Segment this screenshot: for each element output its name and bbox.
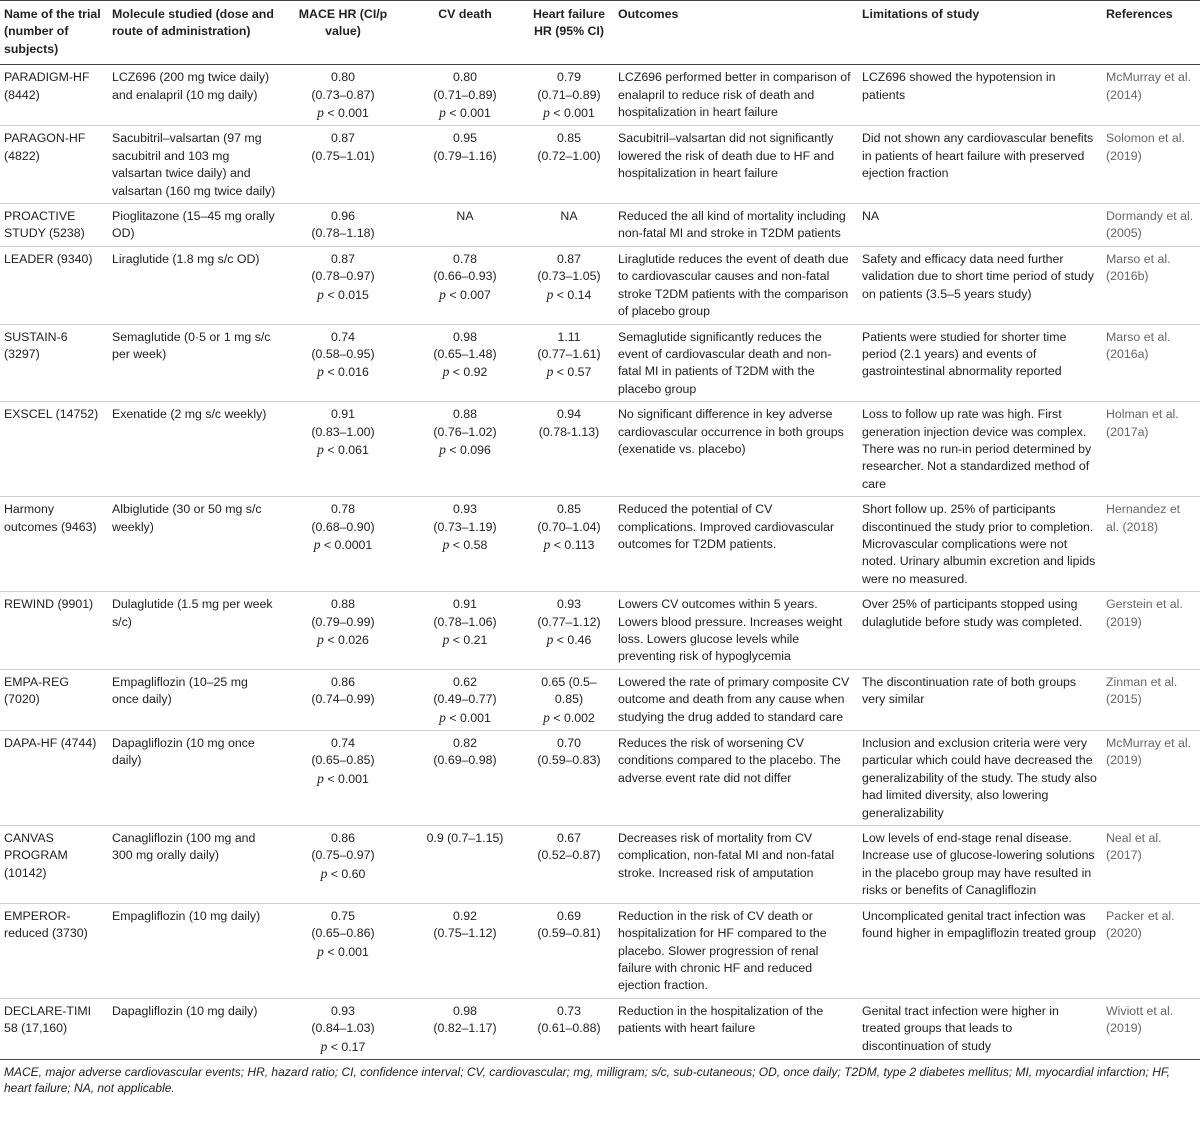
hf-hr-value: 1.11 xyxy=(557,329,581,344)
p-threshold: < 0.002 xyxy=(553,710,595,725)
mace-ci-value: (0.68–0.90) xyxy=(311,519,375,534)
reference-cell: Marso et al. (2016b) xyxy=(1102,246,1200,324)
mace-ci-value: (0.78–1.18) xyxy=(311,226,375,241)
trial-name-cell: DECLARE-TIMI 58 (17,160) xyxy=(0,998,108,1059)
header-cell: Molecule studied (dose and route of administration) xyxy=(108,1,280,65)
table-row xyxy=(0,903,1200,998)
reference-cell: McMurray et al. (2019) xyxy=(1102,731,1200,826)
mace-hr-cell xyxy=(280,669,406,730)
hf-p-value xyxy=(528,363,610,381)
hf-hr-value: 0.79 xyxy=(556,70,582,85)
mace-hr-value: 0.88 xyxy=(330,597,356,612)
mace-hr-cell xyxy=(280,731,406,826)
reference-cell: Gerstein et al. (2019) xyxy=(1102,592,1200,670)
hf-p-value xyxy=(528,631,610,649)
mace-hr-value: 0.75 xyxy=(330,908,356,923)
mace-ci-value: (0.58–0.95) xyxy=(311,346,375,361)
mace-hr-value: 0.86 xyxy=(330,674,356,689)
cv-hr-value: 0.98 xyxy=(452,329,478,344)
cv-ci-value: (0.49–0.77) xyxy=(433,692,497,707)
header-cell: Outcomes xyxy=(614,1,858,65)
p-symbol: p xyxy=(439,441,446,457)
mace-p-value xyxy=(284,536,402,554)
p-symbol: p xyxy=(442,632,450,647)
mace-hr-value: 0.78 xyxy=(330,502,356,517)
limitations-cell: Low levels of end-stage renal disease. Increase use of glucose-lowering solutions in the placebo group may have resulted in risks or benefits of Canagliflozin xyxy=(858,826,1102,904)
p-threshold: < 0.001 xyxy=(327,771,369,786)
mace-hr-cell xyxy=(280,204,406,247)
molecule-cell: Empagliflozin (10–25 mg once daily) xyxy=(108,669,280,730)
mace-hr-value: 0.74 xyxy=(330,329,356,344)
mace-hr-cell xyxy=(280,126,406,204)
mace-hr-value: 0.93 xyxy=(330,1003,356,1018)
p-threshold: < 0.14 xyxy=(556,287,592,302)
p-symbol: p xyxy=(317,441,324,457)
molecule-cell: Pioglitazone (15–45 mg orally OD) xyxy=(108,204,280,247)
cv-hr-value: 0.92 xyxy=(452,908,478,923)
cv-death-cell xyxy=(406,592,524,670)
mace-hr-value: 0.87 xyxy=(330,131,356,146)
heart-failure-cell xyxy=(524,669,614,730)
p-threshold: < 0.001 xyxy=(553,106,595,121)
table-row xyxy=(0,246,1200,324)
molecule-cell: Exenatide (2 mg s/c weekly) xyxy=(108,402,280,497)
molecule-cell: Sacubitril–valsartan (97 mg sacubitril and 103 mg valsartan twice daily) and valsartan (160 mg twice daily) xyxy=(108,126,280,204)
molecule-cell: Albiglutide (30 or 50 mg s/c weekly) xyxy=(108,497,280,592)
trial-name-cell: DAPA-HF (4744) xyxy=(0,731,108,826)
table-row xyxy=(0,402,1200,497)
table-row xyxy=(0,731,1200,826)
hf-ci-value: (0.59–0.83) xyxy=(537,753,601,768)
cv-hr-value: 0.82 xyxy=(452,736,478,751)
hf-hr-value: 0.85 xyxy=(556,502,582,517)
p-symbol: p xyxy=(317,770,324,786)
header-cell: MACE HR (CI/p value) xyxy=(280,1,406,65)
outcomes-cell: Liraglutide reduces the event of death due to cardiovascular causes and non-fatal stroke T2DM patients with the comparison of placebo group xyxy=(614,246,858,324)
cv-hr-value: 0.88 xyxy=(452,407,478,422)
p-threshold: < 0.001 xyxy=(327,944,369,959)
mace-hr-value: 0.86 xyxy=(330,831,356,846)
cv-ci-value: (0.65–1.48) xyxy=(433,346,497,361)
p-symbol: p xyxy=(543,105,550,121)
p-symbol: p xyxy=(439,709,446,725)
reference-cell: Solomon et al. (2019) xyxy=(1102,126,1200,204)
table-row xyxy=(0,204,1200,247)
p-threshold: < 0.21 xyxy=(452,633,488,647)
header-cell: Name of the trial (number of subjects) xyxy=(0,1,108,65)
reference-cell: Zinman et al. (2015) xyxy=(1102,669,1200,730)
table-row xyxy=(0,669,1200,730)
cv-ci-value: (0.75–1.12) xyxy=(433,926,497,941)
molecule-cell: Liraglutide (1.8 mg s/c OD) xyxy=(108,246,280,324)
outcomes-cell: Decreases risk of mortality from CV complication, non-fatal MI and non-fatal stroke. Increased risk of amputation xyxy=(614,826,858,904)
p-symbol: p xyxy=(317,632,324,647)
outcomes-cell: Reduction in the hospitalization of the patients with heart failure xyxy=(614,998,858,1059)
cv-ci-value: (0.66–0.93) xyxy=(433,269,497,284)
limitations-cell: Inclusion and exclusion criteria were very particular which could have decreased the generalizability of the study. The study also had limited diversity, also lowering generalizability xyxy=(858,731,1102,826)
table-footnote: MACE, major adverse cardiovascular events; HR, hazard ratio; CI, confidence interval; CV, cardiovascular; mg, milligram; s/c, sub-cutaneous; OD, once daily; T2DM, type 2 diabetes mellitus; MI, myocardial infarction; HF, heart failure; NA, not applicable. xyxy=(4,1064,1171,1096)
cv-hr-value: 0.80 xyxy=(452,70,478,85)
mace-ci-value: (0.75–1.01) xyxy=(311,148,375,163)
p-symbol: p xyxy=(439,286,446,302)
heart-failure-cell xyxy=(524,204,614,247)
trial-name-cell: EXSCEL (14752) xyxy=(0,402,108,497)
cv-death-cell xyxy=(406,903,524,998)
mace-ci-value: (0.84–1.03) xyxy=(311,1021,375,1036)
mace-ci-value: (0.74–0.99) xyxy=(311,692,375,707)
limitations-cell: Did not shown any cardiovascular benefits in patients of heart failure with preserved ejection fraction xyxy=(858,126,1102,204)
heart-failure-cell xyxy=(524,826,614,904)
outcomes-cell: Lowers CV outcomes within 5 years. Lowers blood pressure. Increases weight loss. Lowers glucose levels while preventing risk of hypoglycemia xyxy=(614,592,858,670)
outcomes-cell: Sacubitril–valsartan did not significantly lowered the risk of death due to HF and hospitalization in heart failure xyxy=(614,126,858,204)
hf-hr-value: 0.65 (0.5–0.85) xyxy=(541,674,597,707)
mace-p-value xyxy=(284,631,402,649)
heart-failure-cell xyxy=(524,731,614,826)
cv-p-value xyxy=(410,363,520,381)
reference-cell: Packer et al. (2020) xyxy=(1102,903,1200,998)
p-threshold: < 0.58 xyxy=(452,537,488,552)
cv-hr-value: 0.62 xyxy=(452,674,478,689)
cv-death-cell xyxy=(406,669,524,730)
heart-failure-cell xyxy=(524,592,614,670)
p-threshold: < 0.096 xyxy=(449,442,491,457)
hf-ci-value: (0.59–0.81) xyxy=(537,926,601,941)
hf-ci-value: (0.78-1.13) xyxy=(538,424,600,439)
mace-ci-value: (0.65–0.85) xyxy=(311,753,375,768)
cv-death-cell xyxy=(406,126,524,204)
cv-p-value xyxy=(410,631,520,649)
mace-ci-value: (0.79–0.99) xyxy=(311,614,375,629)
trial-name-cell: PARAGON-HF (4822) xyxy=(0,126,108,204)
p-symbol: p xyxy=(442,364,450,380)
p-symbol: p xyxy=(546,286,554,302)
hf-ci-value: (0.70–1.04) xyxy=(537,519,601,534)
mace-p-value xyxy=(284,363,402,381)
p-symbol: p xyxy=(320,865,328,881)
mace-hr-cell xyxy=(280,246,406,324)
hf-p-value xyxy=(528,536,610,554)
limitations-cell: Over 25% of participants stopped using dulaglutide before study was completed. xyxy=(858,592,1102,670)
p-threshold: < 0.57 xyxy=(556,365,592,380)
trial-name-cell: PROACTIVE STUDY (5238) xyxy=(0,204,108,247)
p-threshold: < 0.17 xyxy=(330,1039,366,1054)
cv-death-cell xyxy=(406,402,524,497)
table-row xyxy=(0,826,1200,904)
cv-p-value xyxy=(410,441,520,459)
mace-p-value xyxy=(284,441,402,459)
cv-ci-value: (0.82–1.17) xyxy=(433,1021,497,1036)
mace-hr-cell xyxy=(280,903,406,998)
cv-p-value xyxy=(410,536,520,554)
table-row xyxy=(0,497,1200,592)
hf-hr-value: 0.85 xyxy=(556,131,582,146)
limitations-cell: Genital tract infection were higher in treated groups that leads to discontinuation of study xyxy=(858,998,1102,1059)
p-threshold: < 0.007 xyxy=(449,287,491,302)
hf-p-value xyxy=(528,709,610,727)
outcomes-cell: No significant difference in key adverse cardiovascular occurrence in both groups (exenatide vs. placebo) xyxy=(614,402,858,497)
p-symbol: p xyxy=(442,536,450,552)
cv-hr-value: NA xyxy=(456,209,474,224)
trial-name-cell: SUSTAIN-6 (3297) xyxy=(0,324,108,402)
cv-hr-value: 0.98 xyxy=(452,1003,478,1018)
reference-cell: Dormandy et al. (2005) xyxy=(1102,204,1200,247)
molecule-cell: LCZ696 (200 mg twice daily) and enalapril (10 mg daily) xyxy=(108,65,280,126)
hf-ci-value: (0.71–0.89) xyxy=(537,87,601,102)
header-cell: CV death xyxy=(406,1,524,65)
cv-ci-value: (0.76–1.02) xyxy=(433,424,497,439)
mace-p-value xyxy=(284,1038,402,1056)
table-row xyxy=(0,126,1200,204)
p-symbol: p xyxy=(543,536,551,552)
hf-hr-value: 0.87 xyxy=(556,251,582,266)
outcomes-cell: Semaglutide significantly reduces the event of cardiovascular death and non-fatal MI in patients of T2DM with the placebo group xyxy=(614,324,858,402)
p-threshold: < 0.60 xyxy=(330,866,366,881)
heart-failure-cell xyxy=(524,65,614,126)
p-threshold: < 0.061 xyxy=(327,442,369,457)
mace-hr-value: 0.87 xyxy=(330,251,356,266)
p-symbol: p xyxy=(317,364,324,380)
hf-hr-value: 0.93 xyxy=(556,597,582,612)
heart-failure-cell xyxy=(524,998,614,1059)
mace-hr-cell xyxy=(280,592,406,670)
limitations-cell: LCZ696 showed the hypotension in patients xyxy=(858,65,1102,126)
p-symbol: p xyxy=(313,536,321,552)
mace-hr-cell xyxy=(280,826,406,904)
p-symbol: p xyxy=(546,632,554,647)
molecule-cell: Dulaglutide (1.5 mg per week s/c) xyxy=(108,592,280,670)
hf-p-value xyxy=(528,286,610,304)
cv-p-value xyxy=(410,709,520,727)
heart-failure-cell xyxy=(524,324,614,402)
header-cell: Heart failure HR (95% CI) xyxy=(524,1,614,65)
table-row xyxy=(0,998,1200,1059)
heart-failure-cell xyxy=(524,246,614,324)
cv-death-cell xyxy=(406,497,524,592)
hf-ci-value: (0.77–1.61) xyxy=(537,346,601,361)
table-row xyxy=(0,324,1200,402)
p-threshold: < 0.001 xyxy=(327,106,369,121)
mace-hr-value: 0.80 xyxy=(330,70,356,85)
mace-hr-cell xyxy=(280,402,406,497)
mace-p-value xyxy=(284,104,402,122)
mace-hr-value: 0.91 xyxy=(330,407,356,422)
molecule-cell: Semaglutide (0·5 or 1 mg s/c per week) xyxy=(108,324,280,402)
mace-hr-value: 0.96 xyxy=(330,209,356,224)
header-cell: References xyxy=(1102,1,1200,65)
p-threshold: < 0.92 xyxy=(452,365,488,380)
reference-cell: Hernandez et al. (2018) xyxy=(1102,497,1200,592)
hf-ci-value: (0.77–1.12) xyxy=(537,614,601,629)
p-threshold: < 0.015 xyxy=(327,287,369,302)
heart-failure-cell xyxy=(524,497,614,592)
limitations-cell: The discontinuation rate of both groups very similar xyxy=(858,669,1102,730)
mace-ci-value: (0.78–0.97) xyxy=(311,269,375,284)
cv-death-cell xyxy=(406,324,524,402)
limitations-cell: Safety and efficacy data need further validation due to short time period of study on patients (3.5–5 years study) xyxy=(858,246,1102,324)
p-threshold: < 0.001 xyxy=(449,710,491,725)
hf-hr-value: 0.70 xyxy=(556,736,582,751)
cv-death-cell xyxy=(406,826,524,904)
cv-hr-value: 0.95 xyxy=(452,131,478,146)
cv-hr-value: 0.9 (0.7–1.15) xyxy=(426,831,504,846)
molecule-cell: Dapagliflozin (10 mg once daily) xyxy=(108,731,280,826)
header-cell: Limitations of study xyxy=(858,1,1102,65)
cv-death-cell xyxy=(406,65,524,126)
mace-ci-value: (0.73–0.87) xyxy=(311,87,375,102)
p-threshold: < 0.46 xyxy=(556,633,592,647)
reference-cell: Holman et al. (2017a) xyxy=(1102,402,1200,497)
cv-hr-value: 0.93 xyxy=(452,502,478,517)
limitations-cell: Uncomplicated genital tract infection was found higher in empagliflozin treated group xyxy=(858,903,1102,998)
heart-failure-cell xyxy=(524,402,614,497)
outcomes-cell: Reduced the all kind of mortality including non-fatal MI and stroke in T2DM patients xyxy=(614,204,858,247)
outcomes-cell: Reduces the risk of worsening CV conditions compared to the placebo. The adverse event rate did not differ xyxy=(614,731,858,826)
outcomes-cell: LCZ696 performed better in comparison of enalapril to reduce risk of death and hospitalization in heart failure xyxy=(614,65,858,126)
reference-cell: Wiviott et al. (2019) xyxy=(1102,998,1200,1059)
cv-hr-value: 0.78 xyxy=(452,251,478,266)
hf-hr-value: 0.67 xyxy=(556,831,582,846)
cv-ci-value: (0.73–1.19) xyxy=(433,519,497,534)
hf-hr-value: NA xyxy=(560,209,578,224)
outcomes-cell: Lowered the rate of primary composite CV outcome and death from any cause when studying the drug added to standard care xyxy=(614,669,858,730)
trial-name-cell: EMPA-REG (7020) xyxy=(0,669,108,730)
p-symbol: p xyxy=(317,105,324,121)
mace-p-value xyxy=(284,770,402,788)
mace-hr-cell xyxy=(280,497,406,592)
cv-hr-value: 0.91 xyxy=(452,597,478,612)
reference-cell: Neal et al. (2017) xyxy=(1102,826,1200,904)
mace-hr-cell xyxy=(280,65,406,126)
p-threshold: < 0.113 xyxy=(553,537,595,552)
table-row xyxy=(0,65,1200,126)
hf-ci-value: (0.72–1.00) xyxy=(537,148,601,163)
trial-name-cell: PARADIGM-HF (8442) xyxy=(0,65,108,126)
mace-p-value xyxy=(284,286,402,304)
p-symbol: p xyxy=(543,709,550,725)
cv-p-value xyxy=(410,104,520,122)
hf-hr-value: 0.73 xyxy=(556,1003,582,1018)
p-threshold: < 0.026 xyxy=(327,633,369,647)
trial-name-cell: CANVAS PROGRAM (10142) xyxy=(0,826,108,904)
p-symbol: p xyxy=(317,286,324,302)
trial-name-cell: LEADER (9340) xyxy=(0,246,108,324)
mace-ci-value: (0.75–0.97) xyxy=(311,848,375,863)
limitations-cell: Loss to follow up rate was high. First generation injection device was complex. There was no run-in period determined by researcher. Not a standardized method of care xyxy=(858,402,1102,497)
molecule-cell: Empagliflozin (10 mg daily) xyxy=(108,903,280,998)
heart-failure-cell xyxy=(524,126,614,204)
mace-ci-value: (0.83–1.00) xyxy=(311,424,375,439)
trial-name-cell: EMPEROR-reduced (3730) xyxy=(0,903,108,998)
reference-cell: Marso et al. (2016a) xyxy=(1102,324,1200,402)
cv-ci-value: (0.78–1.06) xyxy=(433,614,497,629)
header-row xyxy=(0,1,1200,65)
limitations-cell: Patients were studied for shorter time period (2.1 years) and events of gastrointestinal abnormality reported xyxy=(858,324,1102,402)
molecule-cell: Canagliflozin (100 mg and 300 mg orally daily) xyxy=(108,826,280,904)
outcomes-cell: Reduction in the risk of CV death or hospitalization for HF compared to the placebo. Slower progression of renal failure with chronic HF and reduced ejection fraction. xyxy=(614,903,858,998)
mace-ci-value: (0.65–0.86) xyxy=(311,926,375,941)
mace-hr-cell xyxy=(280,998,406,1059)
limitations-cell: NA xyxy=(858,204,1102,247)
p-threshold: < 0.001 xyxy=(449,106,491,121)
limitations-cell: Short follow up. 25% of participants discontinued the study prior to completion. Microvascular complications were not noted. Urinary albumin excretion and lipids were no measured. xyxy=(858,497,1102,592)
hf-ci-value: (0.73–1.05) xyxy=(537,269,601,284)
p-symbol: p xyxy=(546,364,554,380)
mace-p-value xyxy=(284,943,402,961)
trial-name-cell: REWIND (9901) xyxy=(0,592,108,670)
mace-hr-value: 0.74 xyxy=(330,736,356,751)
cv-death-cell xyxy=(406,246,524,324)
hf-hr-value: 0.94 xyxy=(556,407,582,422)
mace-hr-cell xyxy=(280,324,406,402)
p-symbol: p xyxy=(439,105,446,121)
hf-p-value xyxy=(528,104,610,122)
p-threshold: < 0.016 xyxy=(327,365,369,380)
cv-ci-value: (0.79–1.16) xyxy=(433,148,497,163)
cv-p-value xyxy=(410,286,520,304)
mace-p-value xyxy=(284,865,402,883)
hf-ci-value: (0.52–0.87) xyxy=(537,848,601,863)
heart-failure-cell xyxy=(524,903,614,998)
cv-death-cell xyxy=(406,998,524,1059)
cv-death-cell xyxy=(406,731,524,826)
trial-name-cell: Harmony outcomes (9463) xyxy=(0,497,108,592)
p-threshold: < 0.0001 xyxy=(323,537,373,552)
cv-death-cell xyxy=(406,204,524,247)
molecule-cell: Dapagliflozin (10 mg daily) xyxy=(108,998,280,1059)
reference-cell: McMurray et al. (2014) xyxy=(1102,65,1200,126)
p-symbol: p xyxy=(317,943,324,959)
cv-ci-value: (0.69–0.98) xyxy=(433,753,497,768)
p-symbol: p xyxy=(320,1038,328,1054)
table-row xyxy=(0,592,1200,670)
hf-hr-value: 0.69 xyxy=(556,908,582,923)
cv-ci-value: (0.71–0.89) xyxy=(433,87,497,102)
outcomes-cell: Reduced the potential of CV complications. Improved cardiovascular outcomes for T2DM patients. xyxy=(614,497,858,592)
hf-ci-value: (0.61–0.88) xyxy=(537,1021,601,1036)
